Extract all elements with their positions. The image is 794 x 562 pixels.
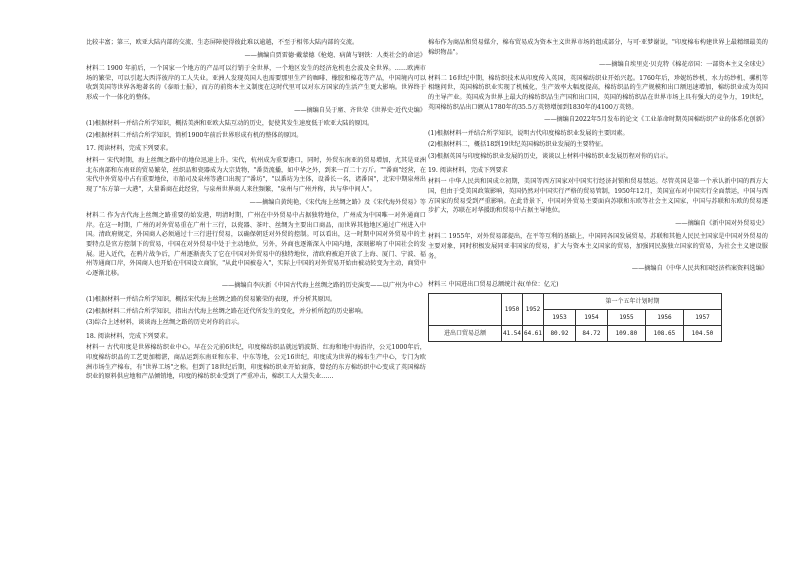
q18-part-3: (3)根据英国与印度棉纺织业发展的历史，谈谈以上材料中棉纺织业发展历程对你的启示。 [428,153,672,161]
left-column [86,38,426,385]
table-year-cell: 1954 [575,310,607,326]
table-year-cell: 1956 [645,310,683,326]
table-corner-cell [429,294,502,326]
q17-material-1: 材料一 宋代时期，海上丝绸之路中的地位迅速上升。宋代，杭州成为重要港口，同时，外贸东南亚的贸易增加，尤其是亚洲北东南部和东南亚的贸易繁荣，丝织品和瓷器成为大宗货物，"番货流播，如中华之外，到来一百二十万斤。""番商"经营，在宋代中外贸易中占有重要地位，市舶司及泉州等港口出现了"番坊"，"以番坊为主体，设番长一名，诸番国"，北宋中期泉州出现了"东方第一大港"，大量番商在此经营，与泉州世界商人来往频繁，"泉州与广州并称，共与华中间人"。 [86,157,426,193]
q18-material-2: 材料二 16世纪中期，棉纺织技术从印度传入英国，英国棉纺织业开始兴起。1760年后，珍妮纺纱机、水力纺纱机、骡机等相继问世，英国棉纺织业实现了机械化，生产效率大幅度提高，棉纺织品的生产规模和出口额迅速增加，棉纺织业成为英国的主导产业。英国成为世界上最大的棉纺织品生产国和出口国，英国的棉纺织品在世界市场上具有强大的竞争力，19世纪，英国棉纺织品出口额从1780年的35.5万英镑增加到1830年的4100万英镑。 [428,74,768,111]
q19-material-2-source: ——摘编自《中华人民共和国经济档案资料选编》 [631,265,768,273]
q17-heading: 17. 阅读材料，完成下列要求。 [86,145,173,153]
table-value-cell: 41.54 [502,326,523,342]
q18-material-1: 材料一 古代印度是世界棉纺织业中心。早在公元前6世纪，印度棉纺织品就远销波斯、红海和地中海沿岸，公元1000年后，印度棉纺织品的工艺更加精湛，商品运到东南亚和东非、中东等地，公元16世纪，印度成为世界的棉布生产中心，专门为欧洲市场生产棉布，有"世界工场"之称。但到了18世纪后期，印度棉纺织业开始衰落，曾经的东方棉纺织中心变成了英国棉纺织业的原料供应地和产品倾销地，印度的棉纺织业受到了严重冲击，棉织工人大量失业…… [86,344,426,381]
q17-material-2-source: ——摘编自李庆新《中国古代海上丝绸之路的历史演变——以广州为中心》 [221,282,426,290]
intro-source: ——摘编自贾雷德·戴蒙德《枪炮、病菌与钢铁：人类社会的命运》 [244,51,426,59]
q16-material-2: 材料二 1900 年前后，一个国家一个地方的产品可以行销于全世界，一个地区发生的经济危机也会波及全世界。……欧洲市场的繁荣，可以引起大西洋彼岸的工人失业。亚洲人发现英国人也需要那里生产的咖啡、橡胶和棉花等产品，中国境内可以收到美国等世界各地著名的《泰晤士报》，而方的前资本主义制度在这时代里可以对东方国家的生活产生更大影响。世界终于形成一个一体化的整体。 [86,65,426,102]
q16-material-2-source: ——摘编自吴于廑、齐世荣《世界史·近代史编》 [294,106,426,114]
q17-part-3: (3)综合上述材料，谈谈海上丝绸之路的历史对你的启示。 [86,319,244,327]
q17-part-1: (1)根据材料一并结合所学知识，概括宋代海上丝绸之路的贸易繁荣的表现，并分析其原因。 [86,296,337,304]
q18-material-1-source: ——摘编自埃里克·贝克特《棉花帝国：一部资本主义全球史》 [598,61,768,69]
table-value-cell: 64.61 [523,326,544,342]
q17-part-2: (2)根据材料二并结合所学知识，指出古代海上丝绸之路在近代所发生的变化，并分析所起的历史影响。 [86,307,368,315]
table-value-cell: 80.92 [544,326,576,342]
table-value-cell: 108.65 [645,326,683,342]
table-year-cell: 1952 [523,294,544,326]
right-column [428,38,768,342]
table-header-row [429,294,722,310]
q18-material-1-continued: 棉布作为商品和贸易媒介，棉布贸易成为资本主义世界市场的组成部分，与可·亚梦谢说，"印度棉布构建世界上最精细最美的棉织物品"。 [428,39,768,56]
q19-material-1-source: ——摘编自《新中国对外贸易史》 [675,219,768,227]
table-row [429,326,722,342]
q16-part-1: (1)根据材料一并结合所学知识，概括美洲和亚欧大陆互动的历史，促使其发生速度低于欧亚大陆的原因。 [86,120,374,128]
table-value-cell: 109.80 [607,326,645,342]
table-year-cell: 1955 [607,310,645,326]
q17-material-2: 材料二 作为古代海上丝绸之路重要的始发港，明清时期，广州在中外贸易中占据独特地位，广州成为中国唯一对外通商口岸。在这一时期，广州的对外贸易重在广州十三行，以瓷器、茶叶、丝绸为主要出口商品，而世界其他地区通过广州进入中国。清政府规定，外国商人必须通过十三行进行贸易，以确保朝廷对外贸的控制。可以看出，这一时期中国对外贸易中的主要特点是官方控制下的贸易，中国在对外贸易中处于主动地位，另外，外商也逐渐深入中国内地，深刻影响了中国社会的发展。进入近代，在鸦片战争后，广州逐渐丧失了它在中国对外贸易中的独特地位，清政府被迫开放了上海、厦门、宁波、福州等通商口岸，外国商人也开始在中国设立商馆，"从此中国被卷入"，实际上中国的对外贸易开始由被动转变为主动，商贸中心逐渐北移。 [86,212,426,277]
q18-heading: 18. 阅读材料，完成下列要求。 [86,332,173,340]
table-row-label: 进出口贸易总额 [429,326,502,342]
q19-heading: 19. 阅读材料，完成下列要求 [428,166,508,174]
table-year-cell: 1953 [544,310,576,326]
table-year-cell: 1950 [502,294,523,326]
table-value-cell: 84.72 [575,326,607,342]
table-plan-header: 第一个五年计划时期 [544,294,722,310]
q19-table-caption: 材料三 中国进出口贸易总额统计表(单位：亿元) [428,280,559,288]
q18-part-1: (1)根据材料一并结合所学知识，说明古代印度棉纺织业发展的主要因素。 [428,129,629,137]
q17-material-1-source: ——摘编自黄纯艳，《宋代海上丝绸之路》及《宋代海外贸易》等 [249,198,426,206]
q18-material-2-source: ——摘编自2022年5月发布的论文《工业革命时期英国棉纺织产业的体系化创新》 [544,116,768,124]
q19-material-1: 材料一 中华人民共和国成立初期，美国等西方国家对中国实行经济封锁和贸易禁运。尽管英国是第一个承认新中国的西方大国，但由于受美国政策影响，英国仍然对中国实行严格的贸易管制，1950年12月，美国宣布对中国实行全面禁运，中国与西方国家的贸易受到严重影响。在此背景下，中国对外贸易主要面向苏联和东欧等社会主义国家，中国与苏联和东欧的贸易逐步扩大，苏联在对华援助和贸易中占据主导地位。 [428,178,768,215]
q18-part-2: (2)根据材料二，概括18到19世纪英国棉纺织业发展的主要特征。 [428,141,608,149]
q19-material-2: 材料二 1955年，对外贸易部提出，在平等互利的基础上，中国同各国发展贸易，苏联和其他人民民主国家是中国对外贸易的主要对象，同时积极发展同亚非国家的贸易，扩大与资本主义国家的贸易，加强同民族独立国家的贸易，为社会主义建设服务。 [428,233,768,260]
intro-tail-text: 比较丰富；第三，欧亚大陆内部的交流、生态屏障使得彼此难以逾越，不至于相邻大陆内部的交流。 [86,39,359,46]
table-value-cell: 104.50 [683,326,721,342]
table-year-cell: 1957 [683,310,721,326]
trade-volume-table [428,293,722,342]
q16-part-2: (2)根据材料二并结合所学知识，简析1900年前后世界形成有机的整体的原因。 [86,131,303,139]
